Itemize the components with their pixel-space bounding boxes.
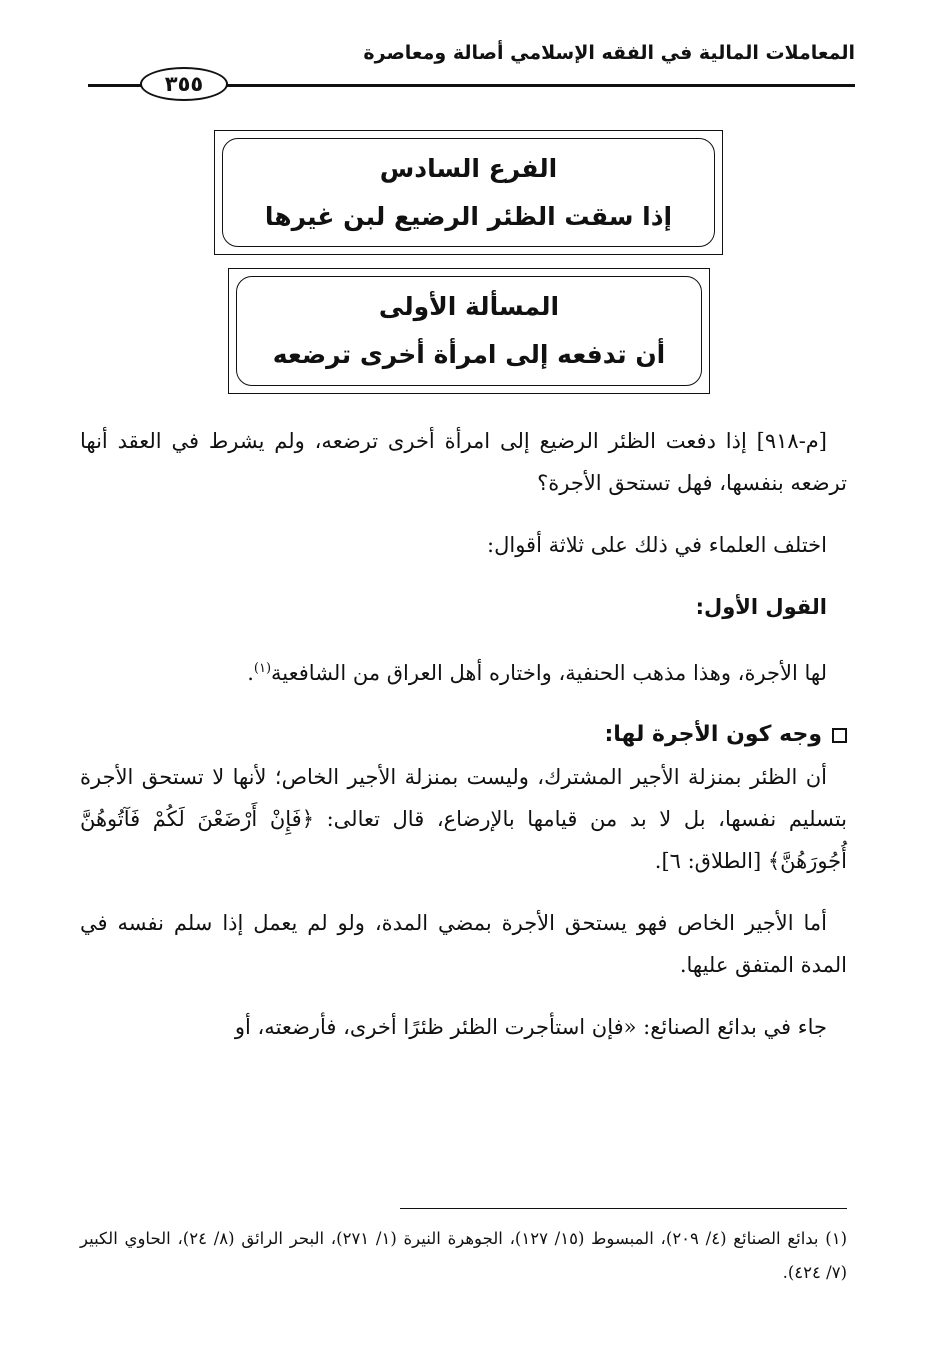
footnote-rule [400,1208,847,1209]
subsection-title-frame [214,130,723,255]
first-opinion-heading: القول الأول: [695,595,827,619]
issue-title-inner [236,276,702,386]
issue-subtitle: أن تدفعه إلى امرأة أخرى ترضعه [272,340,666,369]
subsection-title: الفرع السادس [379,153,558,183]
paragraph-disagreement: اختلف العلماء في ذلك على ثلاثة أقوال: [487,533,827,557]
issue-title: المسألة الأولى [378,292,560,321]
subsection-subtitle: إذا سقت الظئر الرضيع لبن غيرها [264,201,673,231]
footnotes [80,1222,847,1290]
first-opinion-end: . [247,661,254,685]
issue-title-frame [228,268,710,394]
paragraph-evidence: أن الظئر بمنزلة الأجير المشترك، وليست بمنزلة الأجير الخاص؛ لأنها لا تستحق الأجرة بتسليم نفسها، بل لا بد من قيامها بالإرضاع، قال تعالى: ﴿فَإِنْ أَرْضَعْنَ لَكُمْ فَآتُوهُنَّ أُجُورَهُنَّ﴾ [الطلاق: ٦]. [80,765,847,873]
paragraph-question: [م-٩١٨] إذا دفعت الظئر الرضيع إلى امرأة أخرى ترضعه، ولم يشرط في العقد أنها ترضعه بنفسها، فهل تستحق الأجرة؟ [80,429,847,495]
evidence-heading-text: وجه كون الأجرة لها: [604,722,822,747]
paragraph-first-opinion [80,648,847,694]
running-title: المعاملات المالية في الفقه الإسلامي أصالة ومعاصرة [363,42,855,64]
square-bullet-icon [832,728,847,743]
page-number: ٣٥٥ [140,67,228,101]
first-opinion-text: لها الأجرة، وهذا مذهب الحنفية، واختاره أهل العراق من الشافعية [271,661,827,685]
footnote-1: (١) بدائع الصنائع (٤/ ٢٠٩)، المبسوط (١٥/ ١٢٧)، الجوهرة النيرة (١/ ٢٧١)، البحر الرائق (٨/ ٢٤)، الحاوي الكبير (٧/ ٤٢٤). [80,1229,848,1282]
paragraph-special-hire: أما الأجير الخاص فهو يستحق الأجرة بمضي المدة، ولو لم يعمل إذا سلم نفسه في المدة المتفق عليها. [80,911,847,977]
evidence-heading [80,714,847,756]
footnote-marker: (١) [253,661,272,676]
main-text [80,420,847,1048]
paragraph-quotation: جاء في بدائع الصنائع: «فإن استأجرت الظئر ظئرًا أخرى، فأرضعته، أو [234,1015,827,1039]
subsection-title-inner [222,138,715,247]
